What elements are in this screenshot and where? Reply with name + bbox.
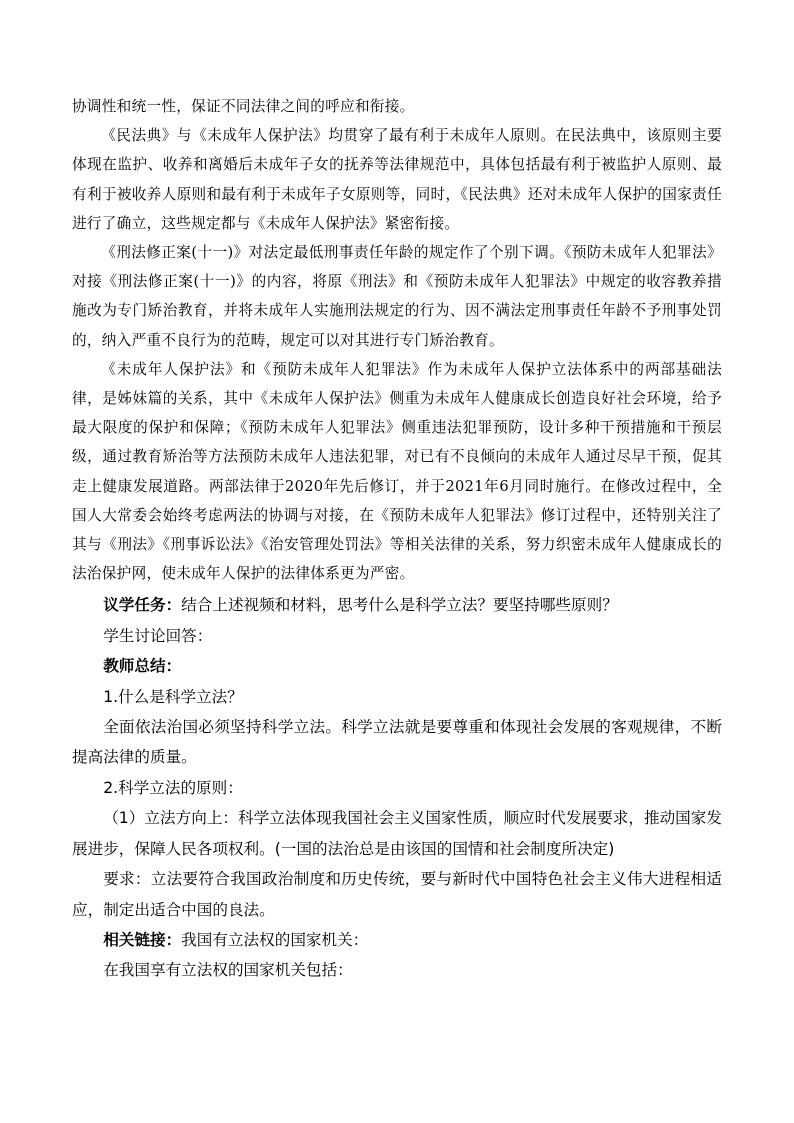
- document-page: [72, 92, 722, 986]
- paragraph-criminal-amendment: 《刑法修正案(十一)》对法定最低刑事责任年龄的规定作了个别下调。《预防未成年人犯罪法》对接《刑法修正案(十一)》的内容，将原《刑法》和《预防未成年人犯罪法》中规定的收容教养措施改为专门矫治教育，并将未成年人实施刑法规定的行为、因不满法定刑事责任年龄不予刑事处罚的，纳入严重不良行为的范畴，规定可以对其进行专门矫治教育。: [72, 244, 722, 349]
- related-link-text: 我国有立法权的国家机关：: [181, 930, 369, 949]
- paragraph-civil-code: 《民法典》与《未成年人保护法》均贯穿了最有利于未成年人原则。在民法典中，该原则主要体现在监护、收养和离婚后未成年子女的抚养等法律规范中，具体包括最有利于被监护人原则、最有利于被收养人原则和最有利于未成年子女原则等，同时，《民法典》还对未成年人保护的国家责任进行了确立，这些规定都与《未成年人保护法》紧密衔接。: [72, 127, 722, 232]
- principle-1: （1）立法方向上：科学立法体现我国社会主义国家性质，顺应时代发展要求，推动国家发展进步，保障人民各项权利。(一国的法治总是由该国的国情和社会制度所决定): [72, 809, 722, 858]
- question-1: 1.什么是科学立法？: [103, 687, 243, 706]
- requirement: 要求：立法要符合我国政治制度和历史传统，要与新时代中国特色社会主义伟大进程相适应，制定出适合中国的良法。: [72, 870, 722, 919]
- paragraph-minor-protection: 《未成年人保护法》和《预防未成年人犯罪法》作为未成年人保护立法体系中的两部基础法律，是姊妹篇的关系，其中《未成年人保护法》侧重为未成年人健康成长创造良好社会环境，给予最大限度的保护和保障；《预防未成年人犯罪法》侧重违法犯罪预防，设计多种干预措施和干预层级，通过教育矫治等方法预防未成年人违法犯罪，对已有不良倾向的未成年人通过尽早干预，促其走上健康发展道路。两部法律于2020年先后修订，并于2021年6月同时施行。在修改过程中，全国人大常委会始终考虑两法的协调与对接，在《预防未成年人犯罪法》修订过程中，还特别关注了其与《刑法》《刑事诉讼法》《治安管理处罚法》等相关法律的关系，努力织密未成年人健康成长的法治保护网，使未成年人保护的法律体系更为严密。: [72, 360, 722, 583]
- task-label: 议学任务：: [103, 596, 182, 615]
- paragraph-continuation: 协调性和统一性，保证不同法律之间的呼应和衔接。: [72, 98, 415, 115]
- related-link-paragraph: [72, 925, 722, 955]
- answer-1: 全面依法治国必须坚持科学立法。科学立法就是要尊重和体现社会发展的客观规律，不断提高法律的质量。: [72, 718, 722, 767]
- related-link-label: 相关链接：: [103, 930, 182, 949]
- task-paragraph: [72, 590, 722, 620]
- teacher-summary-heading: 教师总结：: [103, 657, 182, 676]
- discussion-prompt: 学生讨论回答：: [103, 626, 213, 645]
- task-text: 结合上述视频和材料，思考什么是科学立法？要坚持哪些原则？: [181, 596, 618, 615]
- legislative-bodies-intro: 在我国享有立法权的国家机关包括：: [103, 961, 353, 980]
- question-2: 2.科学立法的原则：: [103, 778, 243, 797]
